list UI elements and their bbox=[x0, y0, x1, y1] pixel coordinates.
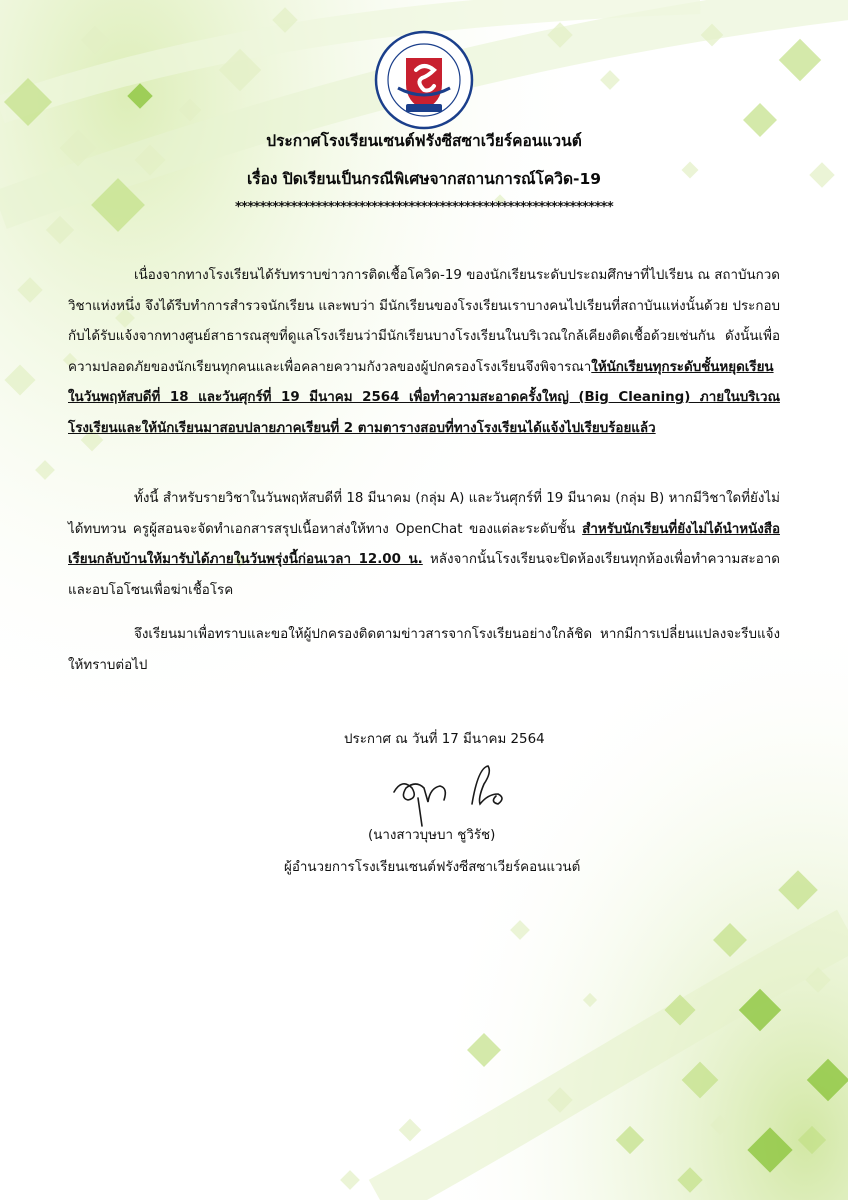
paragraph-2-tail: หลังจากนั้นโรงเรียนจะปิดห้องเรียนทุกห้องเพื่อทำความสะอาดและอบโอโซนเพื่อฆ่าเชื้อโรค bbox=[68, 552, 781, 598]
handwritten-signature-icon bbox=[388, 758, 528, 828]
signer-name: (นางสาวบุษบา ชูวิรัช) bbox=[368, 828, 496, 843]
closure-notice-emphasis: ให้นักเรียนทุกระดับชั้นหยุดเรียนในวันพฤหัสบดีที่ 18 และวันศุกร์ที่ 19 มีนาคม 2564 เพื่อทำความสะอาดครั้งใหญ่ (Big Cleaning) ภายในบริเวณโรงเรียนและให้นักเรียนมาสอบปลายภาคเรียนที่ 2 ตามตารางสอบที่ทางโรงเรียนได้แจ้งไปเรียบร้อยแล้ว bbox=[68, 359, 780, 436]
announcement-title: ประกาศโรงเรียนเซนต์ฟรังซีสซาเวียร์คอนแวนต์ bbox=[266, 132, 582, 150]
announcement-subject: เรื่อง ปิดเรียนเป็นกรณีพิเศษจากสถานการณ์โควิด-19 bbox=[246, 170, 602, 188]
textbook-pickup-emphasis: สำหรับนักเรียนที่ยังไม่ได้นำหนังสือเรียนกลับบ้านให้มารับได้ภายในวันพรุ่งนี้ก่อนเวลา 12.00 น. bbox=[68, 521, 780, 567]
announcement-date: ประกาศ ณ วันที่ 17 มีนาคม 2564 bbox=[344, 732, 545, 747]
paragraph-1-text: เนื่องจากทางโรงเรียนได้รับทราบข่าวการติดเชื้อโควิด-19 ของนักเรียนระดับประถมศึกษาที่ไปเรียน ณ สถาบันกวดวิชาแห่งหนึ่ง จึงได้รีบทำการสำรวจนักเรียน และพบว่า มีนักเรียนของโรงเรียนเราบางคนไปเรียนที่สถาบันแห่งนั้นด้วย ประกอบกับได้รับแจ้งจากทางศูนย์สาธารณสุขที่ดูแลโรงเรียนว่ามีนักเรียนบางโรงเรียนในบริเวณใกล้เคียงติดเชื้อด้วยเช่นกัน ดังนั้นเพื่อความปลอดภัยของนักเรียนทุกคนและเพื่อคลายความกังวลของผู้ปกครองโรงเรียนจึงพิจารณา bbox=[68, 268, 780, 375]
signer-title: ผู้อำนวยการโรงเรียนเซนต์ฟรังซีสซาเวียร์คอนแวนต์ bbox=[284, 860, 581, 875]
paragraph-3-text: จึงเรียนมาเพื่อทราบและขอให้ผู้ปกครองติดตามข่าวสารจากโรงเรียนอย่างใกล้ชิด หากมีการเปลี่ยนแปลงจะรีบแจ้งให้ทราบต่อไป bbox=[68, 627, 780, 673]
school-crest-icon bbox=[372, 28, 476, 132]
asterisk-divider: ************************************************************* bbox=[234, 200, 614, 215]
paragraph-2-text: ทั้งนี้ สำหรับรายวิชาในวันพฤหัสบดีที่ 18 มีนาคม (กลุ่ม A) และวันศุกร์ที่ 19 มีนาคม (กลุ่ม B) หากมีวิชาใดที่ยังไม่ได้ทบทวน ครูผู้สอนจะจัดทำเอกสารสรุปเนื้อหาส่งให้ทาง OpenChat ของแต่ละระดับชั้น bbox=[68, 491, 780, 537]
paragraph-3 bbox=[68, 620, 780, 681]
paragraph-2 bbox=[68, 484, 780, 606]
paragraph-1 bbox=[68, 261, 780, 444]
